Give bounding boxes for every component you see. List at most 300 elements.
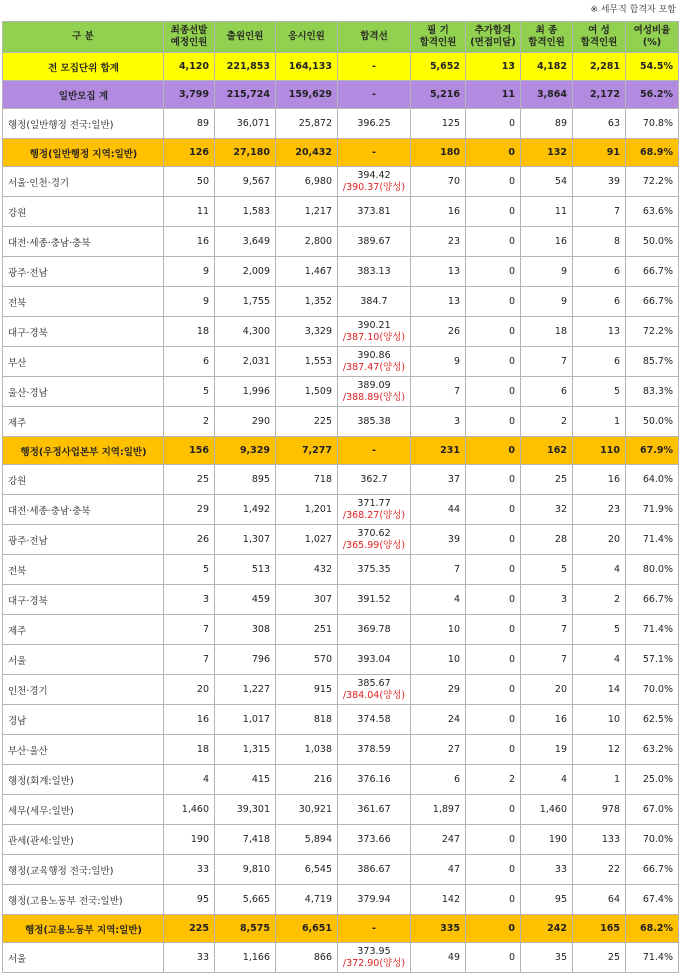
table-row	[3, 81, 679, 109]
row-applicants: 215,724	[215, 81, 276, 109]
row-category: 서울	[3, 645, 164, 675]
row-female-pass: 6	[573, 347, 626, 377]
row-female-pass: 978	[573, 795, 626, 825]
row-examinees: 432	[276, 555, 338, 585]
results-table	[2, 21, 679, 973]
row-female-pass: 165	[573, 915, 626, 943]
row-female-ratio: 71.4%	[626, 525, 679, 555]
row-examinees: 1,509	[276, 377, 338, 407]
row-additional-pass: 0	[466, 645, 521, 675]
row-female-pass: 4	[573, 645, 626, 675]
row-examinees: 1,038	[276, 735, 338, 765]
row-applicants: 1,017	[215, 705, 276, 735]
row-female-ratio: 67.4%	[626, 885, 679, 915]
cutoff-both-gender: /372.90(양성)	[342, 957, 406, 969]
row-female-pass: 110	[573, 437, 626, 465]
cutoff-score: 389.09	[357, 379, 391, 391]
row-applicants: 221,853	[215, 53, 276, 81]
row-final-pass: 16	[521, 227, 573, 257]
cutoff-both-gender: /384.04(양성)	[342, 689, 406, 701]
row-female-pass: 2,281	[573, 53, 626, 81]
table-row	[3, 735, 679, 765]
row-applicants: 513	[215, 555, 276, 585]
row-examinees: 20,432	[276, 139, 338, 167]
row-female-ratio: 68.2%	[626, 915, 679, 943]
cutoff-score: -	[372, 88, 376, 100]
row-written-pass: 37	[411, 465, 466, 495]
row-cutoff	[338, 139, 411, 167]
row-category: 일반모집 계	[3, 81, 164, 109]
row-female-pass: 2,172	[573, 81, 626, 109]
row-final-pass: 3	[521, 585, 573, 615]
row-cutoff	[338, 943, 411, 973]
table-row	[3, 795, 679, 825]
row-cutoff	[338, 53, 411, 81]
row-planned: 29	[164, 495, 215, 525]
cutoff-both-gender: /387.10(양성)	[342, 331, 406, 343]
row-female-pass: 23	[573, 495, 626, 525]
row-category: 광주·전남	[3, 525, 164, 555]
row-cutoff	[338, 555, 411, 585]
row-cutoff	[338, 167, 411, 197]
row-written-pass: 44	[411, 495, 466, 525]
row-additional-pass: 0	[466, 705, 521, 735]
row-additional-pass: 0	[466, 197, 521, 227]
row-female-ratio: 72.2%	[626, 167, 679, 197]
row-planned: 20	[164, 675, 215, 705]
row-examinees: 4,719	[276, 885, 338, 915]
row-written-pass: 70	[411, 167, 466, 197]
row-examinees: 1,553	[276, 347, 338, 377]
cutoff-both-gender: /387.47(양성)	[342, 361, 406, 373]
row-category: 경남	[3, 705, 164, 735]
row-planned: 16	[164, 227, 215, 257]
row-examinees: 251	[276, 615, 338, 645]
table-row	[3, 347, 679, 377]
row-female-ratio: 66.7%	[626, 855, 679, 885]
row-applicants: 2,009	[215, 257, 276, 287]
row-written-pass: 335	[411, 915, 466, 943]
cutoff-score: 385.38	[357, 415, 391, 427]
row-final-pass: 28	[521, 525, 573, 555]
header-written-pass: 필 기 합격인원	[411, 22, 466, 53]
row-applicants: 1,996	[215, 377, 276, 407]
header-female-pass: 여 성 합격인원	[573, 22, 626, 53]
cutoff-score: 396.25	[357, 117, 391, 129]
row-female-pass: 6	[573, 257, 626, 287]
row-cutoff	[338, 765, 411, 795]
row-applicants: 1,492	[215, 495, 276, 525]
row-final-pass: 11	[521, 197, 573, 227]
row-cutoff	[338, 317, 411, 347]
row-final-pass: 2	[521, 407, 573, 437]
row-planned: 126	[164, 139, 215, 167]
table-row	[3, 167, 679, 197]
row-female-pass: 91	[573, 139, 626, 167]
row-examinees: 6,651	[276, 915, 338, 943]
row-planned: 190	[164, 825, 215, 855]
row-female-ratio: 54.5%	[626, 53, 679, 81]
cutoff-score: 386.67	[357, 863, 391, 875]
row-examinees: 216	[276, 765, 338, 795]
row-additional-pass: 0	[466, 347, 521, 377]
row-additional-pass: 0	[466, 167, 521, 197]
header-cutoff: 합격선	[338, 22, 411, 53]
row-planned: 5	[164, 377, 215, 407]
row-written-pass: 142	[411, 885, 466, 915]
row-final-pass: 4,182	[521, 53, 573, 81]
row-female-pass: 5	[573, 377, 626, 407]
row-female-ratio: 63.2%	[626, 735, 679, 765]
row-planned: 7	[164, 645, 215, 675]
row-written-pass: 3	[411, 407, 466, 437]
row-female-pass: 5	[573, 615, 626, 645]
table-row	[3, 227, 679, 257]
row-planned: 156	[164, 437, 215, 465]
table-row	[3, 615, 679, 645]
row-female-ratio: 71.4%	[626, 943, 679, 973]
row-planned: 7	[164, 615, 215, 645]
row-examinees: 307	[276, 585, 338, 615]
row-planned: 95	[164, 885, 215, 915]
row-additional-pass: 0	[466, 257, 521, 287]
row-cutoff	[338, 675, 411, 705]
row-female-ratio: 70.8%	[626, 109, 679, 139]
row-cutoff	[338, 347, 411, 377]
header-category: 구 분	[3, 22, 164, 53]
row-female-pass: 14	[573, 675, 626, 705]
row-category: 강원	[3, 197, 164, 227]
row-category: 전 모집단위 합계	[3, 53, 164, 81]
header-final-pass: 최 종 합격인원	[521, 22, 573, 53]
row-cutoff	[338, 615, 411, 645]
row-final-pass: 54	[521, 167, 573, 197]
row-planned: 18	[164, 735, 215, 765]
row-written-pass: 5,216	[411, 81, 466, 109]
row-cutoff	[338, 495, 411, 525]
row-applicants: 290	[215, 407, 276, 437]
cutoff-score: 373.81	[357, 205, 391, 217]
row-female-pass: 64	[573, 885, 626, 915]
row-female-pass: 22	[573, 855, 626, 885]
row-female-pass: 8	[573, 227, 626, 257]
row-examinees: 570	[276, 645, 338, 675]
cutoff-score: 390.86	[357, 349, 391, 361]
cutoff-score: 373.95	[357, 945, 391, 957]
row-female-pass: 2	[573, 585, 626, 615]
row-planned: 225	[164, 915, 215, 943]
row-category: 제주	[3, 615, 164, 645]
row-written-pass: 27	[411, 735, 466, 765]
row-applicants: 796	[215, 645, 276, 675]
row-additional-pass: 13	[466, 53, 521, 81]
row-planned: 18	[164, 317, 215, 347]
row-examinees: 6,980	[276, 167, 338, 197]
row-written-pass: 125	[411, 109, 466, 139]
row-examinees: 718	[276, 465, 338, 495]
row-additional-pass: 0	[466, 555, 521, 585]
row-planned: 16	[164, 705, 215, 735]
row-category: 서울·인천·경기	[3, 167, 164, 197]
row-female-pass: 6	[573, 287, 626, 317]
cutoff-score: -	[372, 444, 376, 456]
row-applicants: 36,071	[215, 109, 276, 139]
table-row	[3, 139, 679, 167]
row-applicants: 2,031	[215, 347, 276, 377]
row-cutoff	[338, 197, 411, 227]
header-applicants: 출원인원	[215, 22, 276, 53]
header-examinees: 응시인원	[276, 22, 338, 53]
table-row	[3, 705, 679, 735]
row-cutoff	[338, 287, 411, 317]
row-written-pass: 24	[411, 705, 466, 735]
row-additional-pass: 0	[466, 525, 521, 555]
row-category: 관세(관세:일반)	[3, 825, 164, 855]
row-written-pass: 7	[411, 555, 466, 585]
row-planned: 11	[164, 197, 215, 227]
row-final-pass: 7	[521, 645, 573, 675]
row-examinees: 30,921	[276, 795, 338, 825]
row-female-pass: 39	[573, 167, 626, 197]
cutoff-score: 389.67	[357, 235, 391, 247]
cutoff-score: 379.94	[357, 893, 391, 905]
row-female-pass: 133	[573, 825, 626, 855]
row-cutoff	[338, 735, 411, 765]
cutoff-both-gender: /365.99(양성)	[342, 539, 406, 551]
row-applicants: 39,301	[215, 795, 276, 825]
cutoff-score: 361.67	[357, 803, 391, 815]
row-planned: 89	[164, 109, 215, 139]
row-cutoff	[338, 525, 411, 555]
row-final-pass: 95	[521, 885, 573, 915]
row-additional-pass: 0	[466, 495, 521, 525]
row-additional-pass: 11	[466, 81, 521, 109]
table-row	[3, 465, 679, 495]
row-written-pass: 39	[411, 525, 466, 555]
cutoff-both-gender: /390.37(양성)	[342, 181, 406, 193]
row-final-pass: 132	[521, 139, 573, 167]
row-final-pass: 32	[521, 495, 573, 525]
row-written-pass: 7	[411, 377, 466, 407]
cutoff-both-gender: /368.27(양성)	[342, 509, 406, 521]
row-applicants: 1,227	[215, 675, 276, 705]
table-row	[3, 317, 679, 347]
row-additional-pass: 0	[466, 915, 521, 943]
row-female-pass: 12	[573, 735, 626, 765]
row-final-pass: 33	[521, 855, 573, 885]
row-category: 세무(세무:일반)	[3, 795, 164, 825]
row-category: 행정(교육행정 전국:일반)	[3, 855, 164, 885]
row-female-pass: 1	[573, 765, 626, 795]
row-cutoff	[338, 465, 411, 495]
row-cutoff	[338, 885, 411, 915]
row-examinees: 1,201	[276, 495, 338, 525]
row-female-pass: 4	[573, 555, 626, 585]
row-applicants: 1,755	[215, 287, 276, 317]
row-female-ratio: 62.5%	[626, 705, 679, 735]
row-examinees: 1,027	[276, 525, 338, 555]
row-final-pass: 1,460	[521, 795, 573, 825]
row-female-ratio: 67.9%	[626, 437, 679, 465]
row-examinees: 159,629	[276, 81, 338, 109]
row-cutoff	[338, 407, 411, 437]
cutoff-score: 376.16	[357, 773, 391, 785]
row-written-pass: 26	[411, 317, 466, 347]
table-row	[3, 675, 679, 705]
header-female-ratio: 여성비율 (%)	[626, 22, 679, 53]
row-applicants: 3,649	[215, 227, 276, 257]
row-applicants: 895	[215, 465, 276, 495]
table-row	[3, 765, 679, 795]
row-additional-pass: 0	[466, 377, 521, 407]
row-planned: 33	[164, 855, 215, 885]
row-final-pass: 25	[521, 465, 573, 495]
table-row	[3, 525, 679, 555]
table-row	[3, 377, 679, 407]
row-written-pass: 231	[411, 437, 466, 465]
row-written-pass: 10	[411, 645, 466, 675]
row-female-pass: 25	[573, 943, 626, 973]
header-planned: 최종선발 예정인원	[164, 22, 215, 53]
row-additional-pass: 0	[466, 465, 521, 495]
row-additional-pass: 0	[466, 407, 521, 437]
table-row	[3, 287, 679, 317]
table-row	[3, 855, 679, 885]
row-female-ratio: 63.6%	[626, 197, 679, 227]
row-additional-pass: 0	[466, 675, 521, 705]
cutoff-score: 369.78	[357, 623, 391, 635]
row-planned: 9	[164, 257, 215, 287]
table-row	[3, 585, 679, 615]
row-planned: 26	[164, 525, 215, 555]
row-planned: 25	[164, 465, 215, 495]
table-row	[3, 943, 679, 973]
row-additional-pass: 0	[466, 943, 521, 973]
row-final-pass: 35	[521, 943, 573, 973]
row-planned: 50	[164, 167, 215, 197]
row-category: 전북	[3, 555, 164, 585]
row-examinees: 915	[276, 675, 338, 705]
row-cutoff	[338, 705, 411, 735]
row-category: 대구·경북	[3, 585, 164, 615]
row-applicants: 5,665	[215, 885, 276, 915]
row-written-pass: 180	[411, 139, 466, 167]
row-category: 행정(회계:일반)	[3, 765, 164, 795]
row-applicants: 1,315	[215, 735, 276, 765]
row-additional-pass: 0	[466, 795, 521, 825]
row-category: 광주·전남	[3, 257, 164, 287]
row-applicants: 9,567	[215, 167, 276, 197]
row-category: 행정(고용노동부 전국:일반)	[3, 885, 164, 915]
row-female-ratio: 57.1%	[626, 645, 679, 675]
row-final-pass: 7	[521, 615, 573, 645]
row-female-ratio: 25.0%	[626, 765, 679, 795]
row-female-ratio: 66.7%	[626, 585, 679, 615]
row-category: 전북	[3, 287, 164, 317]
row-examinees: 225	[276, 407, 338, 437]
row-female-ratio: 66.7%	[626, 287, 679, 317]
row-female-ratio: 72.2%	[626, 317, 679, 347]
cutoff-score: 385.67	[357, 677, 391, 689]
row-final-pass: 5	[521, 555, 573, 585]
row-examinees: 1,352	[276, 287, 338, 317]
row-category: 서울	[3, 943, 164, 973]
row-female-pass: 16	[573, 465, 626, 495]
cutoff-score: 370.62	[357, 527, 391, 539]
row-female-ratio: 67.0%	[626, 795, 679, 825]
row-cutoff	[338, 585, 411, 615]
row-female-ratio: 71.4%	[626, 615, 679, 645]
row-category: 대전·세종·충남·충북	[3, 227, 164, 257]
row-written-pass: 13	[411, 257, 466, 287]
row-examinees: 1,217	[276, 197, 338, 227]
row-final-pass: 6	[521, 377, 573, 407]
row-final-pass: 20	[521, 675, 573, 705]
row-additional-pass: 0	[466, 735, 521, 765]
row-examinees: 7,277	[276, 437, 338, 465]
cutoff-score: 374.58	[357, 713, 391, 725]
row-examinees: 5,894	[276, 825, 338, 855]
table-row	[3, 825, 679, 855]
row-applicants: 308	[215, 615, 276, 645]
row-final-pass: 16	[521, 705, 573, 735]
row-written-pass: 49	[411, 943, 466, 973]
row-female-ratio: 71.9%	[626, 495, 679, 525]
row-additional-pass: 0	[466, 585, 521, 615]
row-written-pass: 9	[411, 347, 466, 377]
row-female-ratio: 56.2%	[626, 81, 679, 109]
row-applicants: 4,300	[215, 317, 276, 347]
row-female-ratio: 50.0%	[626, 407, 679, 437]
row-final-pass: 89	[521, 109, 573, 139]
row-applicants: 27,180	[215, 139, 276, 167]
row-final-pass: 3,864	[521, 81, 573, 109]
header-row	[3, 22, 679, 53]
row-final-pass: 9	[521, 287, 573, 317]
row-additional-pass: 0	[466, 139, 521, 167]
row-written-pass: 247	[411, 825, 466, 855]
row-female-ratio: 66.7%	[626, 257, 679, 287]
row-examinees: 818	[276, 705, 338, 735]
cutoff-score: 375.35	[357, 563, 391, 575]
row-applicants: 1,166	[215, 943, 276, 973]
row-planned: 2	[164, 407, 215, 437]
row-applicants: 9,810	[215, 855, 276, 885]
cutoff-score: -	[372, 922, 376, 934]
row-cutoff	[338, 109, 411, 139]
row-additional-pass: 0	[466, 317, 521, 347]
row-category: 대구·경북	[3, 317, 164, 347]
row-female-ratio: 50.0%	[626, 227, 679, 257]
cutoff-score: -	[372, 146, 376, 158]
row-examinees: 3,329	[276, 317, 338, 347]
row-female-ratio: 83.3%	[626, 377, 679, 407]
row-category: 부산	[3, 347, 164, 377]
table-row	[3, 495, 679, 525]
row-final-pass: 242	[521, 915, 573, 943]
row-planned: 4,120	[164, 53, 215, 81]
row-female-ratio: 85.7%	[626, 347, 679, 377]
row-applicants: 1,307	[215, 525, 276, 555]
row-additional-pass: 0	[466, 287, 521, 317]
row-written-pass: 4	[411, 585, 466, 615]
row-applicants: 459	[215, 585, 276, 615]
row-additional-pass: 0	[466, 825, 521, 855]
row-planned: 5	[164, 555, 215, 585]
table-row	[3, 257, 679, 287]
row-planned: 6	[164, 347, 215, 377]
cutoff-score: 371.77	[357, 497, 391, 509]
